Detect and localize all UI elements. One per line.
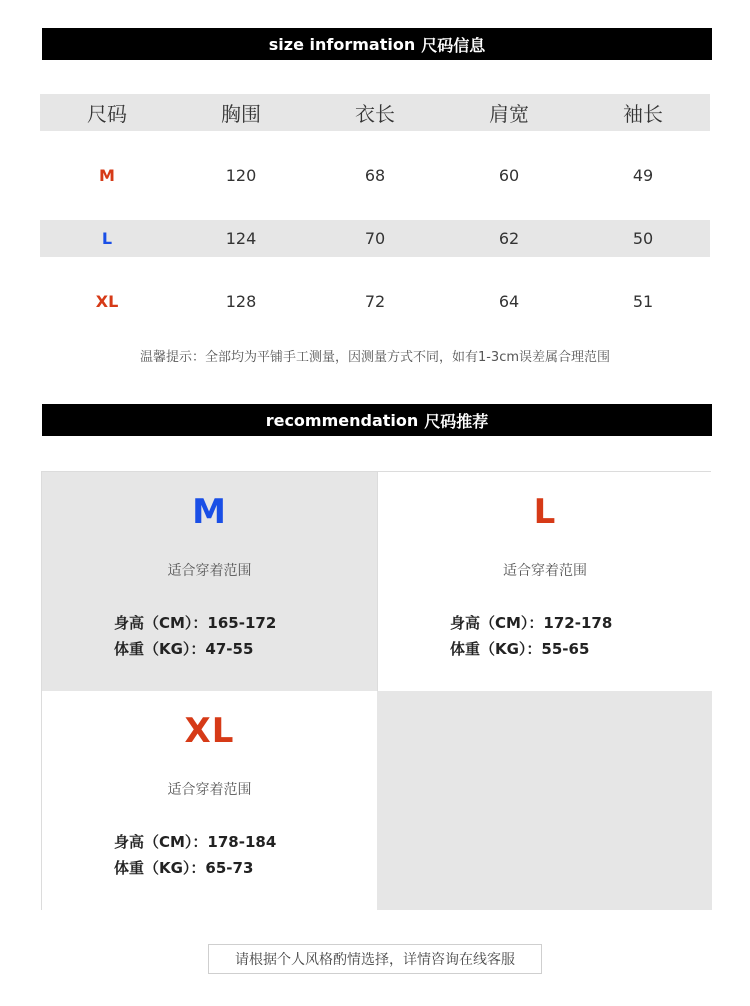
- table-cell: 124: [225, 229, 257, 248]
- measurement-note: 温馨提示：全部均为平铺手工测量，因测量方式不同，如有1-3cm误差属合理范围: [139, 350, 611, 365]
- rec-weight-range: 体重（KG）：65-73: [114, 859, 254, 877]
- rec-size-label: XL: [184, 711, 235, 751]
- recommendation-card-l: [377, 472, 712, 691]
- recommendation-card-m: [42, 472, 377, 691]
- rec-fit-label: 适合穿着范围: [167, 782, 252, 798]
- table-cell: 60: [498, 166, 520, 185]
- rec-weight-range: 体重（KG）：47-55: [114, 640, 254, 658]
- table-cell: 51: [632, 292, 654, 311]
- size-label: L: [101, 229, 113, 248]
- banner-chinese-title: 尺码推荐: [424, 411, 489, 431]
- table-cell: 64: [498, 292, 520, 311]
- rec-height-range: 身高（CM）：172-178: [450, 614, 613, 632]
- recommendation-card-xl: [42, 691, 377, 910]
- table-cell: 50: [632, 229, 654, 248]
- banner-chinese-title: 尺码信息: [421, 35, 486, 55]
- header-size: 尺码: [87, 102, 127, 126]
- rec-fit-label: 适合穿着范围: [167, 563, 252, 579]
- rec-height-range: 身高（CM）：165-172: [114, 614, 277, 632]
- table-cell: 120: [225, 166, 257, 185]
- table-cell: 128: [225, 292, 257, 311]
- banner-english-title: size information: [268, 34, 416, 54]
- size-label: M: [99, 166, 115, 185]
- header-shoulder: 肩宽: [489, 102, 529, 126]
- table-row: [40, 283, 710, 320]
- recommendation-grid: [41, 471, 711, 910]
- size-table: [40, 94, 710, 320]
- size-label: XL: [95, 292, 119, 311]
- rec-height-range: 身高（CM）：178-184: [114, 833, 277, 851]
- table-cell: 68: [364, 166, 386, 185]
- table-header-row: [40, 94, 710, 131]
- table-cell: 62: [498, 229, 520, 248]
- header-chest: 胸围: [221, 102, 261, 126]
- banner-english-title: recommendation: [265, 410, 419, 430]
- table-row: [40, 220, 710, 257]
- rec-size-label: L: [533, 492, 557, 532]
- rec-weight-range: 体重（KG）：55-65: [450, 640, 590, 658]
- header-length: 衣长: [355, 102, 395, 126]
- table-cell: 49: [632, 166, 654, 185]
- size-information-banner: [42, 28, 712, 60]
- rec-size-label: M: [192, 492, 227, 532]
- table-row: [40, 157, 710, 194]
- table-cell: 72: [364, 292, 386, 311]
- header-sleeve: 袖长: [623, 102, 663, 126]
- table-cell: 70: [364, 229, 386, 248]
- rec-fit-label: 适合穿着范围: [503, 563, 587, 579]
- recommendation-banner: [42, 404, 712, 436]
- empty-card: [377, 691, 712, 910]
- footer-note: 请根据个人风格酌情选择，详情咨询在线客服: [208, 944, 542, 974]
